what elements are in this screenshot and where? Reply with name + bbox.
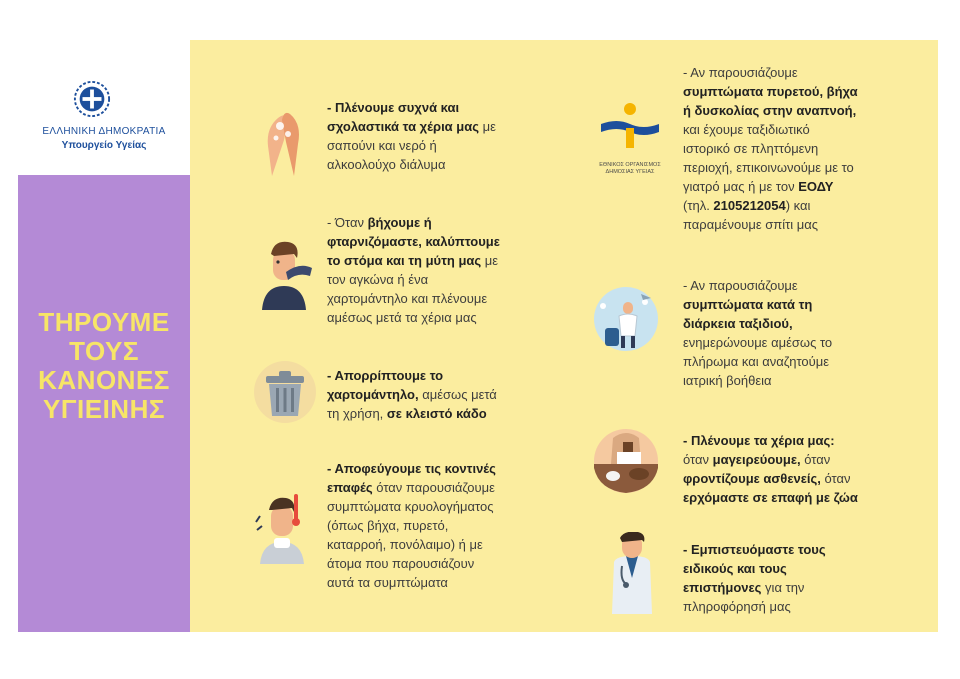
bold-text: σχολαστικά τα χέρια μας [327, 119, 479, 134]
sick-person-icon [254, 492, 310, 564]
bold-text: φταρνιζόμαστε, καλύπτουμε [327, 234, 500, 249]
plain-text: ιατρική βοήθεια [683, 373, 772, 388]
plain-text: αμέσως μετά [418, 387, 497, 402]
plain-text: περιοχή, επικοινωνούμε με το [683, 160, 854, 175]
item-text-line [327, 232, 500, 251]
greek-emblem-icon [73, 80, 111, 118]
plain-text: για την [761, 580, 805, 595]
item-text-line [327, 155, 496, 174]
plain-text: παραμένουμε σπίτι μας [683, 217, 819, 232]
headline-line-2: ΤΟΥΣ [69, 336, 139, 366]
item-text-line [327, 117, 496, 136]
bold-text: ή δυσκολίας στην αναπνοή, [683, 103, 857, 118]
bold-text: επαφές [327, 480, 373, 495]
item-text-line [683, 352, 832, 371]
bold-text: σε κλειστό κάδο [386, 406, 487, 421]
plain-text: όταν παρουσιάζουμε [372, 480, 495, 495]
item-text-line [683, 559, 826, 578]
bold-text: ΕΟΔΥ [798, 179, 834, 194]
bold-text: συμπτώματα πυρετού, βήχα [683, 84, 858, 99]
item-text-line [327, 308, 500, 327]
item-text-line [683, 63, 858, 82]
item-text-line [683, 158, 858, 177]
right-item-4 [683, 540, 826, 616]
plain-text: (όπως βήχα, πυρετό, [327, 518, 449, 533]
item-text-line [327, 554, 496, 573]
bold-text: φροντίζουμε ασθενείς, [683, 471, 821, 486]
bold-text: βήχουμε ή [367, 215, 432, 230]
item-text-line [327, 366, 497, 385]
bold-text: χαρτομάντηλο, [327, 387, 419, 402]
item-text-line [683, 196, 858, 215]
bold-text: συμπτώματα κατά τη [683, 297, 813, 312]
item-text-line [327, 459, 496, 478]
left-item-2 [327, 213, 500, 327]
eody-logo-text [588, 162, 672, 176]
plain-text: αμέσως μετά τα χέρια μας [327, 310, 477, 325]
sneezing-person-icon [258, 238, 314, 310]
eody-logo-icon [597, 102, 663, 150]
bold-text: ειδικούς και τους [683, 561, 787, 576]
doctor-icon [608, 532, 656, 614]
item-text-line [327, 385, 497, 404]
item-text-line [327, 573, 496, 592]
plain-text: χαρτομάντηλο και πλένουμε [327, 291, 488, 306]
ministry-name: Υπουργείο Υγείας [61, 140, 147, 151]
plain-text: με [479, 119, 496, 134]
plain-text: σαπούνι και νερό ή [327, 138, 437, 153]
plain-text: όταν [820, 471, 851, 486]
item-text-line [683, 469, 858, 488]
item-text-line [683, 333, 832, 352]
item-text-line [327, 289, 500, 308]
plain-text: γιατρό μας ή με τον [683, 179, 799, 194]
item-text-line [683, 371, 832, 390]
item-text-line [327, 251, 500, 270]
item-text-line [683, 431, 858, 450]
bold-text: επιστήμονες [683, 580, 762, 595]
plain-text: συμπτώματα κρυολογήματος [327, 499, 494, 514]
plain-text: αλκοολούχο διάλυμα [327, 157, 446, 172]
plain-text: πληροφόρησή μας [683, 599, 791, 614]
bold-text: το στόμα και τη μύτη μας [327, 253, 482, 268]
item-text-line [683, 540, 826, 559]
eody-text-line-1: ΕΘΝΙΚΟΣ ΟΡΓΑΝΙΣΜΟΣ [599, 162, 661, 168]
plain-text: άτομα που παρουσιάζουν [327, 556, 475, 571]
left-item-3 [327, 366, 497, 423]
item-text-line [327, 136, 496, 155]
farm-animal-icon [593, 428, 659, 494]
item-text-line [327, 213, 500, 232]
item-text-line [327, 478, 496, 497]
government-name: ΕΛΛΗΝΙΚΗ ΔΗΜΟΚΡΑΤΙΑ [42, 126, 166, 137]
plain-text: τον αγκώνα ή ένα [327, 272, 429, 287]
item-text-line [683, 314, 832, 333]
item-text-line [683, 450, 858, 469]
plain-text: πλήρωμα και αναζητούμε [683, 354, 830, 369]
bold-text: διάρκεια ταξιδιού, [683, 316, 793, 331]
plain-text: ενημερώνουμε αμέσως το [683, 335, 833, 350]
plain-text: με [481, 253, 499, 268]
right-item-3 [683, 431, 858, 507]
bold-text: - Πλένουμε τα χέρια μας: [683, 433, 835, 448]
headline-line-4: ΥΓΙΕΙΝΗΣ [43, 394, 165, 424]
plain-text: (τηλ. [683, 198, 714, 213]
item-text-line [683, 578, 826, 597]
plain-text: - Αν παρουσιάζουμε [683, 65, 798, 80]
item-text-line [683, 276, 832, 295]
item-text-line [683, 215, 858, 234]
headline-line-3: ΚΑΝΟΝΕΣ [38, 365, 170, 395]
item-text-line [683, 82, 858, 101]
bold-text: - Εμπιστευόμαστε τους [683, 542, 826, 557]
headline-line-1: ΤΗΡΟΥΜΕ [38, 307, 170, 337]
plain-text: και έχουμε ταξιδιωτικό [683, 122, 810, 137]
plain-text: τη χρήση, [327, 406, 387, 421]
item-text-line [683, 139, 858, 158]
plain-text: όταν [800, 452, 831, 467]
right-item-1 [683, 63, 858, 234]
item-text-line [327, 98, 496, 117]
right-item-2 [683, 276, 832, 390]
washing-hands-icon [258, 106, 308, 178]
traveler-icon [593, 286, 659, 352]
item-text-line [327, 404, 497, 423]
item-text-line [327, 270, 500, 289]
plain-text: ιστορικό σε πληττόμενη [683, 141, 819, 156]
item-text-line [683, 120, 858, 139]
bold-text: μαγειρεύουμε, [712, 452, 801, 467]
bold-text: - Πλένουμε συχνά και [327, 100, 460, 115]
plain-text: - Όταν [327, 215, 368, 230]
bold-text: ερχόμαστε σε επαφή με ζώα [683, 490, 858, 505]
plain-text: αυτά τα συμπτώματα [327, 575, 448, 590]
trash-bin-icon [253, 360, 317, 424]
bold-text: - Απορρίπτουμε το [327, 368, 444, 383]
item-text-line [327, 516, 496, 535]
plain-text: καταρροή, πονόλαιμο) ή με [327, 537, 483, 552]
item-text-line [683, 597, 826, 616]
item-text-line [327, 535, 496, 554]
item-text-line [683, 295, 832, 314]
bold-text: 2105212054 [713, 198, 786, 213]
item-text-line [683, 488, 858, 507]
bold-text: - Αποφεύγουμε τις κοντινές [327, 461, 496, 476]
plain-text: ) και [785, 198, 811, 213]
item-text-line [683, 101, 858, 120]
left-item-1 [327, 98, 496, 174]
plain-text: όταν [683, 452, 713, 467]
eody-text-line-2: ΔΗΜΟΣΙΑΣ ΥΓΕΙΑΣ [605, 169, 655, 175]
plain-text: - Αν παρουσιάζουμε [683, 278, 798, 293]
left-item-4 [327, 459, 496, 592]
page-title [18, 308, 190, 424]
item-text-line [327, 497, 496, 516]
item-text-line [683, 177, 858, 196]
